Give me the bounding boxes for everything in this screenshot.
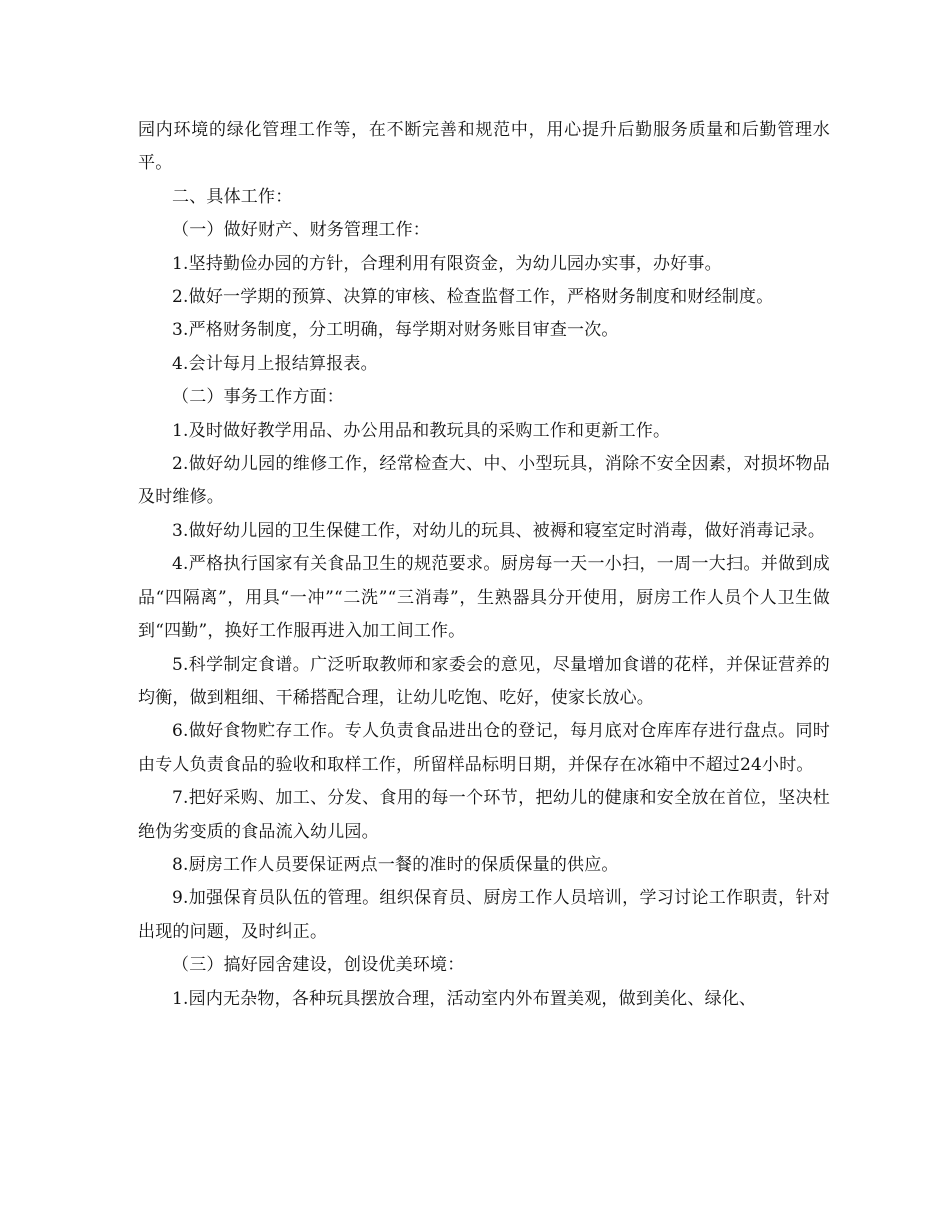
list-item: 1.及时做好教学用品、办公用品和教玩具的采购工作和更新工作。: [172, 420, 671, 441]
subsection-heading: （三）搞好园舍建设，创设优美环境：: [172, 955, 465, 976]
section-heading: 二、具体工作：: [172, 186, 293, 207]
list-item: 3.做好幼儿园的卫生保健工作，对幼儿的玩具、被褥和寝室定时消毒，做好消毒记录。: [172, 520, 826, 541]
list-item: 2.做好幼儿园的维修工作，经常检查大、中、小型玩具，消除不安全因素，对损坏物品及时维修。: [138, 454, 830, 508]
list-item: 5.科学制定食谱。广泛听取教师和家委会的意见，尽量增加食谱的花样，并保证营养的均衡，做到粗细、干稀搭配合理，让幼儿吃饱、吃好，使家长放心。: [138, 654, 830, 708]
subsection-heading: （一）做好财产、财务管理工作：: [172, 220, 430, 241]
list-item: 2.做好一学期的预算、决算的审核、检查监督工作，严格财务制度和财经制度。: [172, 287, 774, 308]
list-item: 8.厨房工作人员要保证两点一餐的准时的保质保量的供应。: [172, 854, 619, 875]
list-item: 4.严格执行国家有关食品卫生的规范要求。厨房每一天一小扫，一周一大扫。并做到成品“四隔离”，用具“一冲”“二洗”“三消毒”，生熟器具分开使用，厨房工作人员个人卫生做到“四勤”，换好工作服再进入加工间工作。: [138, 554, 830, 642]
list-item: 6.做好食物贮存工作。专人负责食品进出仓的登记，每月底对仓库库存进行盘点。同时由专人负责食品的验收和取样工作，所留样品标明日期，并保存在冰箱中不超过24小时。: [138, 721, 830, 775]
document-body: [138, 114, 830, 1016]
subsection-heading: （二）事务工作方面：: [172, 387, 344, 408]
list-item: 1.园内无杂物，各种玩具摆放合理，活动室内外布置美观，做到美化、绿化、: [172, 988, 757, 1009]
list-item: 9.加强保育员队伍的管理。组织保育员、厨房工作人员培训，学习讨论工作职责，针对出现的问题，及时纠正。: [138, 888, 830, 942]
paragraph: 园内环境的绿化管理工作等，在不断完善和规范中，用心提升后勤服务质量和后勤管理水平。: [138, 120, 830, 174]
list-item: 1.坚持勤俭办园的方针，合理利用有限资金，为幼儿园办实事，办好事。: [172, 253, 722, 274]
list-item: 7.把好采购、加工、分发、食用的每一个环节，把幼儿的健康和安全放在首位，坚决杜绝伪劣变质的食品流入幼儿园。: [138, 788, 830, 842]
list-item: 3.严格财务制度，分工明确，每学期对财务账目审查一次。: [172, 320, 619, 341]
list-item: 4.会计每月上报结算报表。: [172, 353, 378, 374]
